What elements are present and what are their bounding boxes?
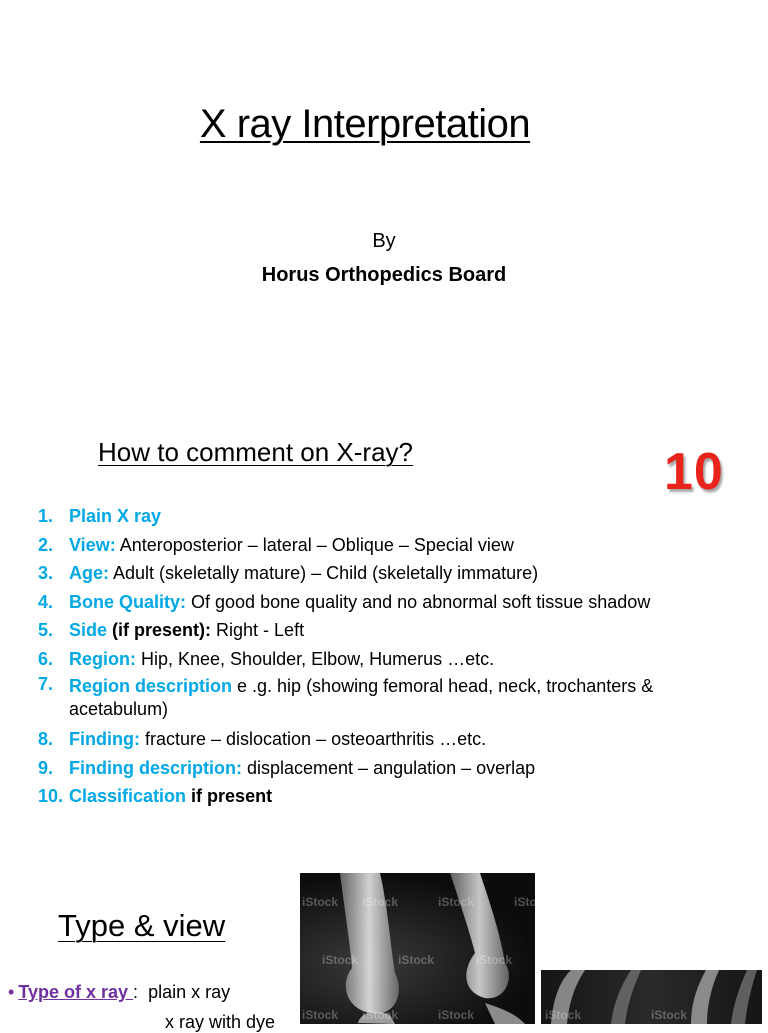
step-key: Region: bbox=[69, 648, 136, 669]
step-number: 6. bbox=[38, 648, 54, 669]
list-item bbox=[38, 588, 738, 617]
list-item bbox=[38, 559, 738, 588]
step-number: 10. bbox=[38, 786, 64, 806]
step-key: Plain X ray bbox=[69, 506, 162, 526]
watermark-text: iStock bbox=[651, 1008, 688, 1022]
watermark-text: iStock bbox=[545, 1008, 582, 1022]
step-key: Bone Quality: bbox=[69, 591, 187, 612]
type-link[interactable]: Type of x ray bbox=[18, 982, 134, 1002]
list-item bbox=[38, 673, 738, 725]
type-bullet bbox=[8, 982, 230, 1003]
step-key: Finding: bbox=[69, 729, 140, 749]
watermark-text: iStock bbox=[322, 953, 359, 967]
step-key: Side bbox=[69, 620, 108, 640]
list-item bbox=[38, 502, 738, 531]
knee-xray-image bbox=[300, 873, 551, 1024]
step-bold: (if present): bbox=[107, 620, 212, 640]
comment-heading: How to comment on X-ray? bbox=[98, 437, 414, 467]
watermark-text: iStock bbox=[514, 895, 551, 909]
step-text: displacement – angulation – overlap bbox=[242, 757, 536, 778]
step-key: Classification bbox=[69, 786, 187, 806]
step-number: 3. bbox=[38, 563, 54, 583]
watermark-text: iStock bbox=[362, 1008, 399, 1022]
author: Horus Orthopedics Board bbox=[261, 264, 507, 286]
watermark-text: iStock bbox=[302, 895, 339, 909]
step-text: Right - Left bbox=[211, 620, 305, 640]
step-text: Hip, Knee, Shoulder, Elbow, Humerus …etc. bbox=[136, 648, 495, 669]
bullet-separator: : bbox=[133, 982, 139, 1002]
step-key: View: bbox=[69, 534, 116, 555]
list-item bbox=[38, 531, 738, 560]
watermark-text: iStock bbox=[476, 953, 513, 967]
step-text: Anteroposterior – lateral – Oblique – Special view bbox=[115, 534, 514, 555]
bullet-value-2: x ray with dye bbox=[165, 1012, 276, 1032]
step-number: 4. bbox=[38, 591, 54, 612]
watermark-text: iStock bbox=[398, 953, 435, 967]
list-item bbox=[38, 645, 738, 674]
steps-list bbox=[38, 502, 738, 811]
list-item bbox=[38, 616, 738, 645]
step-number: 8. bbox=[38, 729, 54, 749]
wrist-xray-image bbox=[541, 970, 762, 1024]
step-bold: if present bbox=[186, 786, 273, 806]
watermark-text: iStock bbox=[438, 1008, 475, 1022]
list-item bbox=[38, 782, 738, 811]
step-number: 7. bbox=[38, 674, 54, 694]
watermark-text: iStock bbox=[302, 1008, 339, 1022]
bullet-value: plain x ray bbox=[148, 982, 231, 1002]
step-number: 2. bbox=[38, 534, 54, 555]
step-key: Age: bbox=[69, 563, 109, 583]
step-text: e .g. hip (showing femoral head, neck, trochanters & acetabulum) bbox=[69, 676, 654, 719]
step-text: Of good bone quality and no abnormal soft tissue shadow bbox=[186, 591, 651, 612]
step-key: Finding description: bbox=[69, 757, 242, 778]
step-text: fracture – dislocation – osteoarthritis …etc. bbox=[139, 729, 487, 749]
step-text: Adult (skeletally mature) – Child (skeletally immature) bbox=[109, 563, 539, 583]
page-title: X ray Interpretation bbox=[199, 102, 531, 146]
type-view-heading: Type & view bbox=[58, 908, 226, 943]
step-number: 9. bbox=[38, 757, 54, 778]
step-key: Region description bbox=[69, 676, 233, 696]
step-number: 5. bbox=[38, 620, 54, 640]
list-item bbox=[38, 725, 738, 754]
byline: By bbox=[372, 230, 396, 252]
list-item bbox=[38, 754, 738, 783]
number-badge: 10 bbox=[664, 443, 724, 501]
watermark-text: iStock bbox=[362, 895, 399, 909]
step-number: 1. bbox=[38, 506, 54, 526]
bullet-icon: • bbox=[8, 982, 15, 1002]
watermark-text: iStock bbox=[438, 895, 475, 909]
